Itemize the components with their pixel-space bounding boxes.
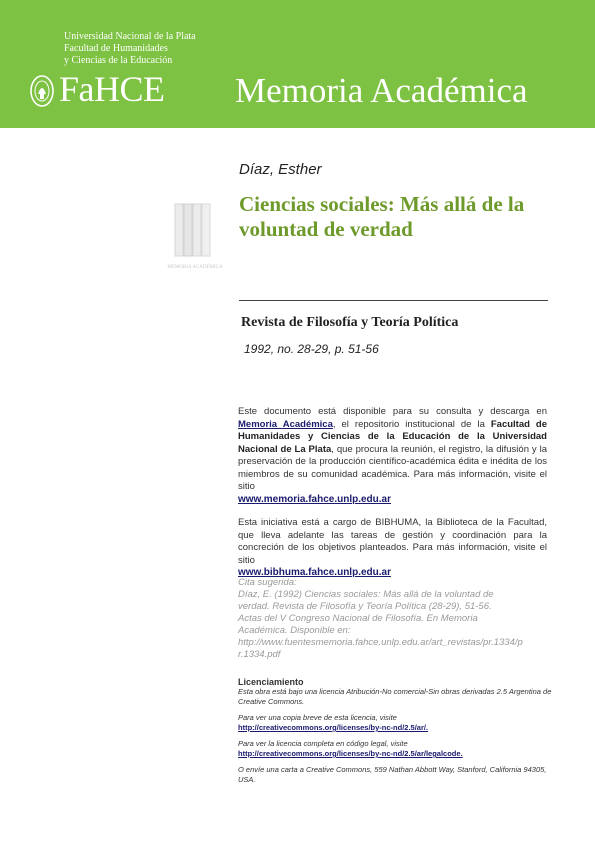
citation-url[interactable]: r.1334.pdf [238,649,281,660]
citation-info: 1992, no. 28-29, p. 51-56 [244,342,379,356]
faculty-bold: Facultad de Humanidades y Ciencias de la Educación de la Universidad Nacional de La Plata [238,418,548,455]
header-banner [0,0,595,128]
books-logo-icon [165,200,225,275]
memoria-academica-link[interactable]: Memoria Académica [238,418,333,430]
citation-line: Díaz, E. (1992) Ciencias sociales: Más allá de la voluntad de [238,589,494,600]
license-full-text: Para ver la licencia completa en código legal, visite [238,739,408,748]
license-section [238,677,553,785]
info-text: Este documento está disponible para su consulta y descarga en [238,406,547,417]
memoria-academica-logo[interactable]: Memoria Académica [235,71,528,110]
license-title: Licenciamiento [238,677,304,687]
citation-line: Actas del V Congreso Nacional de Filosofía. En Memoria [238,613,478,624]
citation-url[interactable]: http://www.fuentesmemoria.fahce.unlp.edu.ar/art_revistas/pr.1334/p [238,637,523,648]
document-title: Ciencias sociales: Más allá de la voluntad de verdad [239,192,525,241]
license-short-text: Para ver una copia breve de esta licencia, visite [238,713,397,722]
memoria-site-link[interactable]: www.memoria.fahce.unlp.edu.ar [238,493,391,505]
citation-line: Académica. Disponible en: [238,625,351,636]
license-full-link[interactable]: http://creativecommons.org/licenses/by-nc-nd/2.5/ar/legalcode. [238,749,463,758]
faculty-name-cont: y Ciencias de la Educación [64,55,173,66]
university-name: Universidad Nacional de la Plata [64,31,196,42]
bibhuma-site-link[interactable]: www.bibhuma.fahce.unlp.edu.ar [238,567,391,578]
citation-line: verdad. Revista de Filosofía y Teoría Política (28-29), 51-56. [238,601,492,612]
license-text: Esta obra está bajo una licencia Atribución-No comercial-Sin obras derivadas 2.5 Argentina de Creative Commons. [238,687,552,706]
license-short-link[interactable]: http://creativecommons.org/licenses/by-nc-nd/2.5/ar/. [238,723,429,732]
suggested-label: Cita sugerida: [238,577,297,588]
fahce-logo[interactable]: FaHCE [59,69,165,109]
info-text: , que procura la reunión, el registro, la difusión y la preservación de la producción científico-académica édita e inédita de los miembros de su comunidad académica. Para más información, visite el sitio [238,443,547,492]
repository-info [238,406,547,506]
info-text: , el repositorio institucional de la [332,418,491,430]
university-seal-icon [29,74,55,108]
journal-name: Revista de Filosofía y Teoría Política [241,315,459,330]
divider [239,300,548,301]
license-mail-text: O envíe una carta a Creative Commons, 559 Nathan Abbott Way, Stanford, California 94305, USA. [238,765,547,784]
author: Díaz, Esther [239,161,322,178]
bibhuma-info [238,517,547,580]
suggested-citation [238,577,553,661]
faculty-name: Facultad de Humanidades [64,43,168,54]
bibhuma-text: Esta iniciativa está a cargo de BIBHUMA, la Biblioteca de la Facultad, que lleva adelante las tareas de gestión y coordinación para la concreción de los objetivos planteados. Para más información, visite el sitio [238,517,547,566]
logo-label: MEMORIA ACADÉMICA [167,265,223,270]
